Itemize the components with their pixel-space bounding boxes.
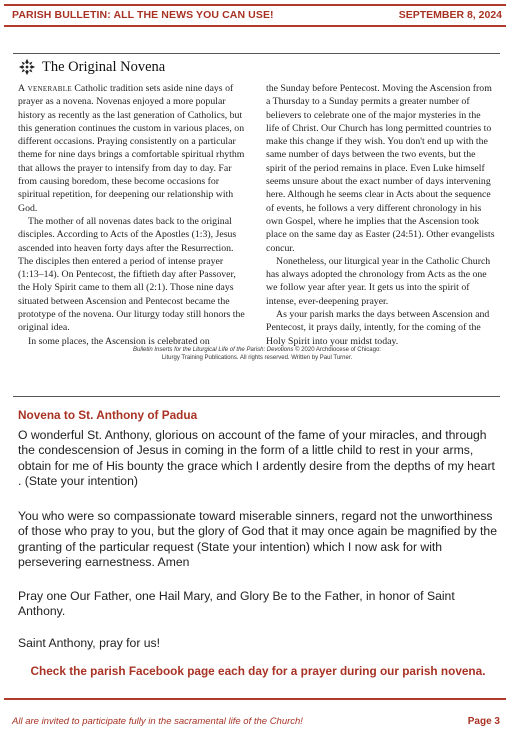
credit-source: Bulletin Inserts for the Liturgical Life of the Parish: Devotions	[133, 347, 294, 353]
prayer-closing: Saint Anthony, pray for us!	[18, 636, 161, 650]
footer-message: All are invited to participate fully in the sacramental life of the Church!	[12, 716, 303, 727]
bulletin-date: SEPTEMBER 8, 2024	[398, 9, 502, 21]
paragraph-text: Catholic tradition sets aside nine days of prayer as a novena. Novenas enjoyed a more popular history as recently as the last generation of Catholics, but this generation continues the custom in various places, on different occasions. Praying consistently on a particular theme for nine days brings a comfortable spiritual rhythm that allows the prayer to intensify from day to day. Far from causing boredom, these become occasions for spiritual repetition, for deepening our relationship with God.	[18, 83, 245, 214]
article-credit	[18, 346, 496, 362]
header-top-rule	[4, 4, 506, 6]
facebook-callout: Check the parish Facebook page each day for a prayer during our parish novena.	[30, 664, 486, 678]
article-bottom-rule	[13, 396, 500, 397]
page-number: Page 3	[467, 716, 500, 727]
footer-rule	[4, 698, 506, 700]
prayer-paragraph-1: O wonderful St. Anthony, glorious on account of the fame of your miracles, and through the condescension of Jesus in coming in the form of a little child to rest in your arms, obtain for me of His bounty the grace which I ardently desire from the depths of my heart . (State your intention)	[18, 428, 495, 489]
bulletin-title: PARISH BULLETIN: ALL THE NEWS YOU CAN USE!	[12, 9, 274, 21]
article-columns	[18, 82, 496, 348]
credit-line2: Liturgy Training Publications. All rights reserved. Written by Paul Turner.	[161, 355, 353, 361]
credit-copyright: © 2020 Archdiocese of Chicago:	[293, 347, 381, 353]
novena-article	[18, 58, 496, 376]
article-paragraph: As your parish marks the days between Ascension and Pentecost, it prays daily, intently, for the coming of the Holy Spirit into your midst today.	[266, 309, 490, 347]
ornament-icon	[18, 58, 36, 76]
article-column-right	[266, 82, 496, 348]
article-paragraph: Nonetheless, our liturgical year in the Catholic Church has always adopted the chronology from Acts as the one we follow year after year. It gets us into the spirit of intense, ever-deepening prayer.	[266, 255, 491, 307]
article-paragraph	[18, 82, 248, 215]
novena-heading: Novena to St. Anthony of Padua	[18, 408, 198, 422]
article-paragraph: the Sunday before Pentecost. Moving the Ascension from a Thursday to a Sunday permits a greater number of believers to celebrate one of the major mysteries in the life of Christ. Our Church has long permitted countries to make this change if they wish. You don't end up with the same number of days between the two events, but the spirit of the period remains in place. Even Luke himself seems unsure about the exact number of days intervening here. Although he seems clear in Acts about the sequence of events, he follows a very different chronology in his own Gospel, where he implies that the Ascension took place on the same day as Easter (24:51). Other evangelists concur.	[266, 83, 495, 254]
article-paragraph: The mother of all novenas dates back to the original disciples. According to Acts of the Apostles (1:3), Jesus ascended into heaven forty days after the Resurrection. The disciples then entered a period of intense prayer (1:13–14). On Pentecost, the fiftieth day after Passover, the Holy Spirit came to them all (2:1). Those nine days situated between Ascension and Pentecost became the prototype of the novena. Our liturgy today still honors the original idea.	[18, 215, 245, 334]
article-column-left	[18, 82, 248, 348]
article-title: The Original Novena	[42, 58, 166, 75]
drop-lead: A venerable	[18, 83, 72, 94]
article-top-rule	[13, 53, 500, 54]
header-bottom-rule	[4, 25, 506, 27]
prayer-paragraph-2: You who were so compassionate toward miserable sinners, regard not the unworthiness of those who pray to you, but the glory of God that it may once again be magnified by the granting of the particular request (State your intention) which I now ask for with persevering earnestness. Amen	[18, 509, 497, 570]
article-header	[18, 58, 496, 76]
prayer-paragraph-3: Pray one Our Father, one Hail Mary, and Glory Be to the Father, in honor of Saint Anthony.	[18, 589, 455, 619]
article-paragraph: In some places, the Ascension is celebrated on	[28, 335, 210, 347]
